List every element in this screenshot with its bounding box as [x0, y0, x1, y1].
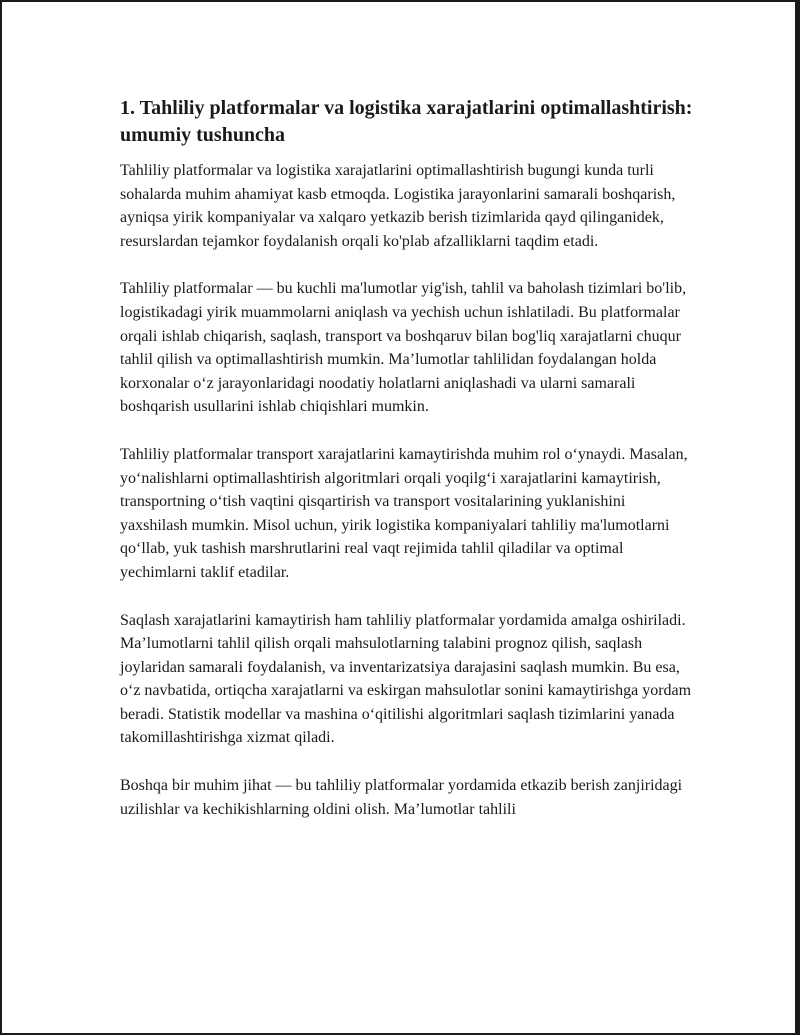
- paragraph-storage-costs: Saqlash xarajatlarini kamaytirish ham tahliliy platformalar yordamida amalga oshiriladi. Ma’lumotlarni tahlil qilish orqali mahsulotlarning talabini prognoz qilish, saqlash joylaridan samarali foydalanish, va inventarizatsiya darajasini saqlash mumkin. Bu esa, o‘z navbatida, ortiqcha xarajatlarni va eskirgan mahsulotlar sonini kamaytirishga yordam beradi. Statistik modellar va mashina o‘qitilishi algoritmlari saqlash tizimlarini yanada takomillashtirishga xizmat qiladi.: [120, 611, 692, 747]
- paragraph-transport-costs: Tahliliy platformalar transport xarajatlarini kamaytirishda muhim rol o‘ynaydi. Masalan, yo‘nalishlarni optimallashtirish algoritmlari orqali yoqilg‘i xarajatlarini kamaytirish, transportning o‘tish vaqtini qisqartirish va transport vositalarining yuklanishini yaxshilash mumkin. Misol uchun, yirik logistika kompaniyalari tahliliy ma'lumotlarni qo‘llab, yuk tashish marshrutlarini real vaqt rejimida tahlil qiladilar va optimal yechimlarni taklif etadilar.: [120, 445, 688, 581]
- paragraph-platforms-definition: Tahliliy platformalar — bu kuchli ma'lumotlar yig'ish, tahlil va baholash tizimlari bo'lib, logistikadagi yirik muammolarni aniqlash va yechish uchun ishlatiladi. Bu platformalar orqali ishlab chiqarish, saqlash, transport va boshqaruv bilan bog'liq xarajatlarni chuqur tahlil qilish va optimallashtirish mumkin. Ma’lumotlar tahlilidan foydalangan holda korxonalar o‘z jarayonlaridagi noodatiy holatlarni aniqlashadi va ularni samarali boshqarish usullarini ishlab chiqishlari mumkin.: [120, 280, 687, 416]
- document-body: [120, 95, 695, 845]
- paragraph-intro: Tahliliy platformalar va logistika xarajatlarini optimallashtirish bugungi kunda turli sohalarda muhim ahamiyat kasb etmoqda. Logistika jarayonlarini samarali boshqarish, ayniqsa yirik kompaniyalar va xalqaro yetkazib berish tizimlarida qayd qilinganidek, resurslardan tejamkor foydalanish orqali ko'plab afzalliklarni taqdim etadi.: [120, 162, 676, 250]
- section-heading: 1. Tahliliy platformalar va logistika xarajatlarini optimallashtirish: umumiy tushuncha: [120, 97, 693, 146]
- paragraph-supply-chain: Boshqa bir muhim jihat — bu tahliliy platformalar yordamida etkazib berish zanjiridagi uzilishlar va kechikishlarning oldini olish. Ma’lumotlar tahlili: [120, 777, 683, 818]
